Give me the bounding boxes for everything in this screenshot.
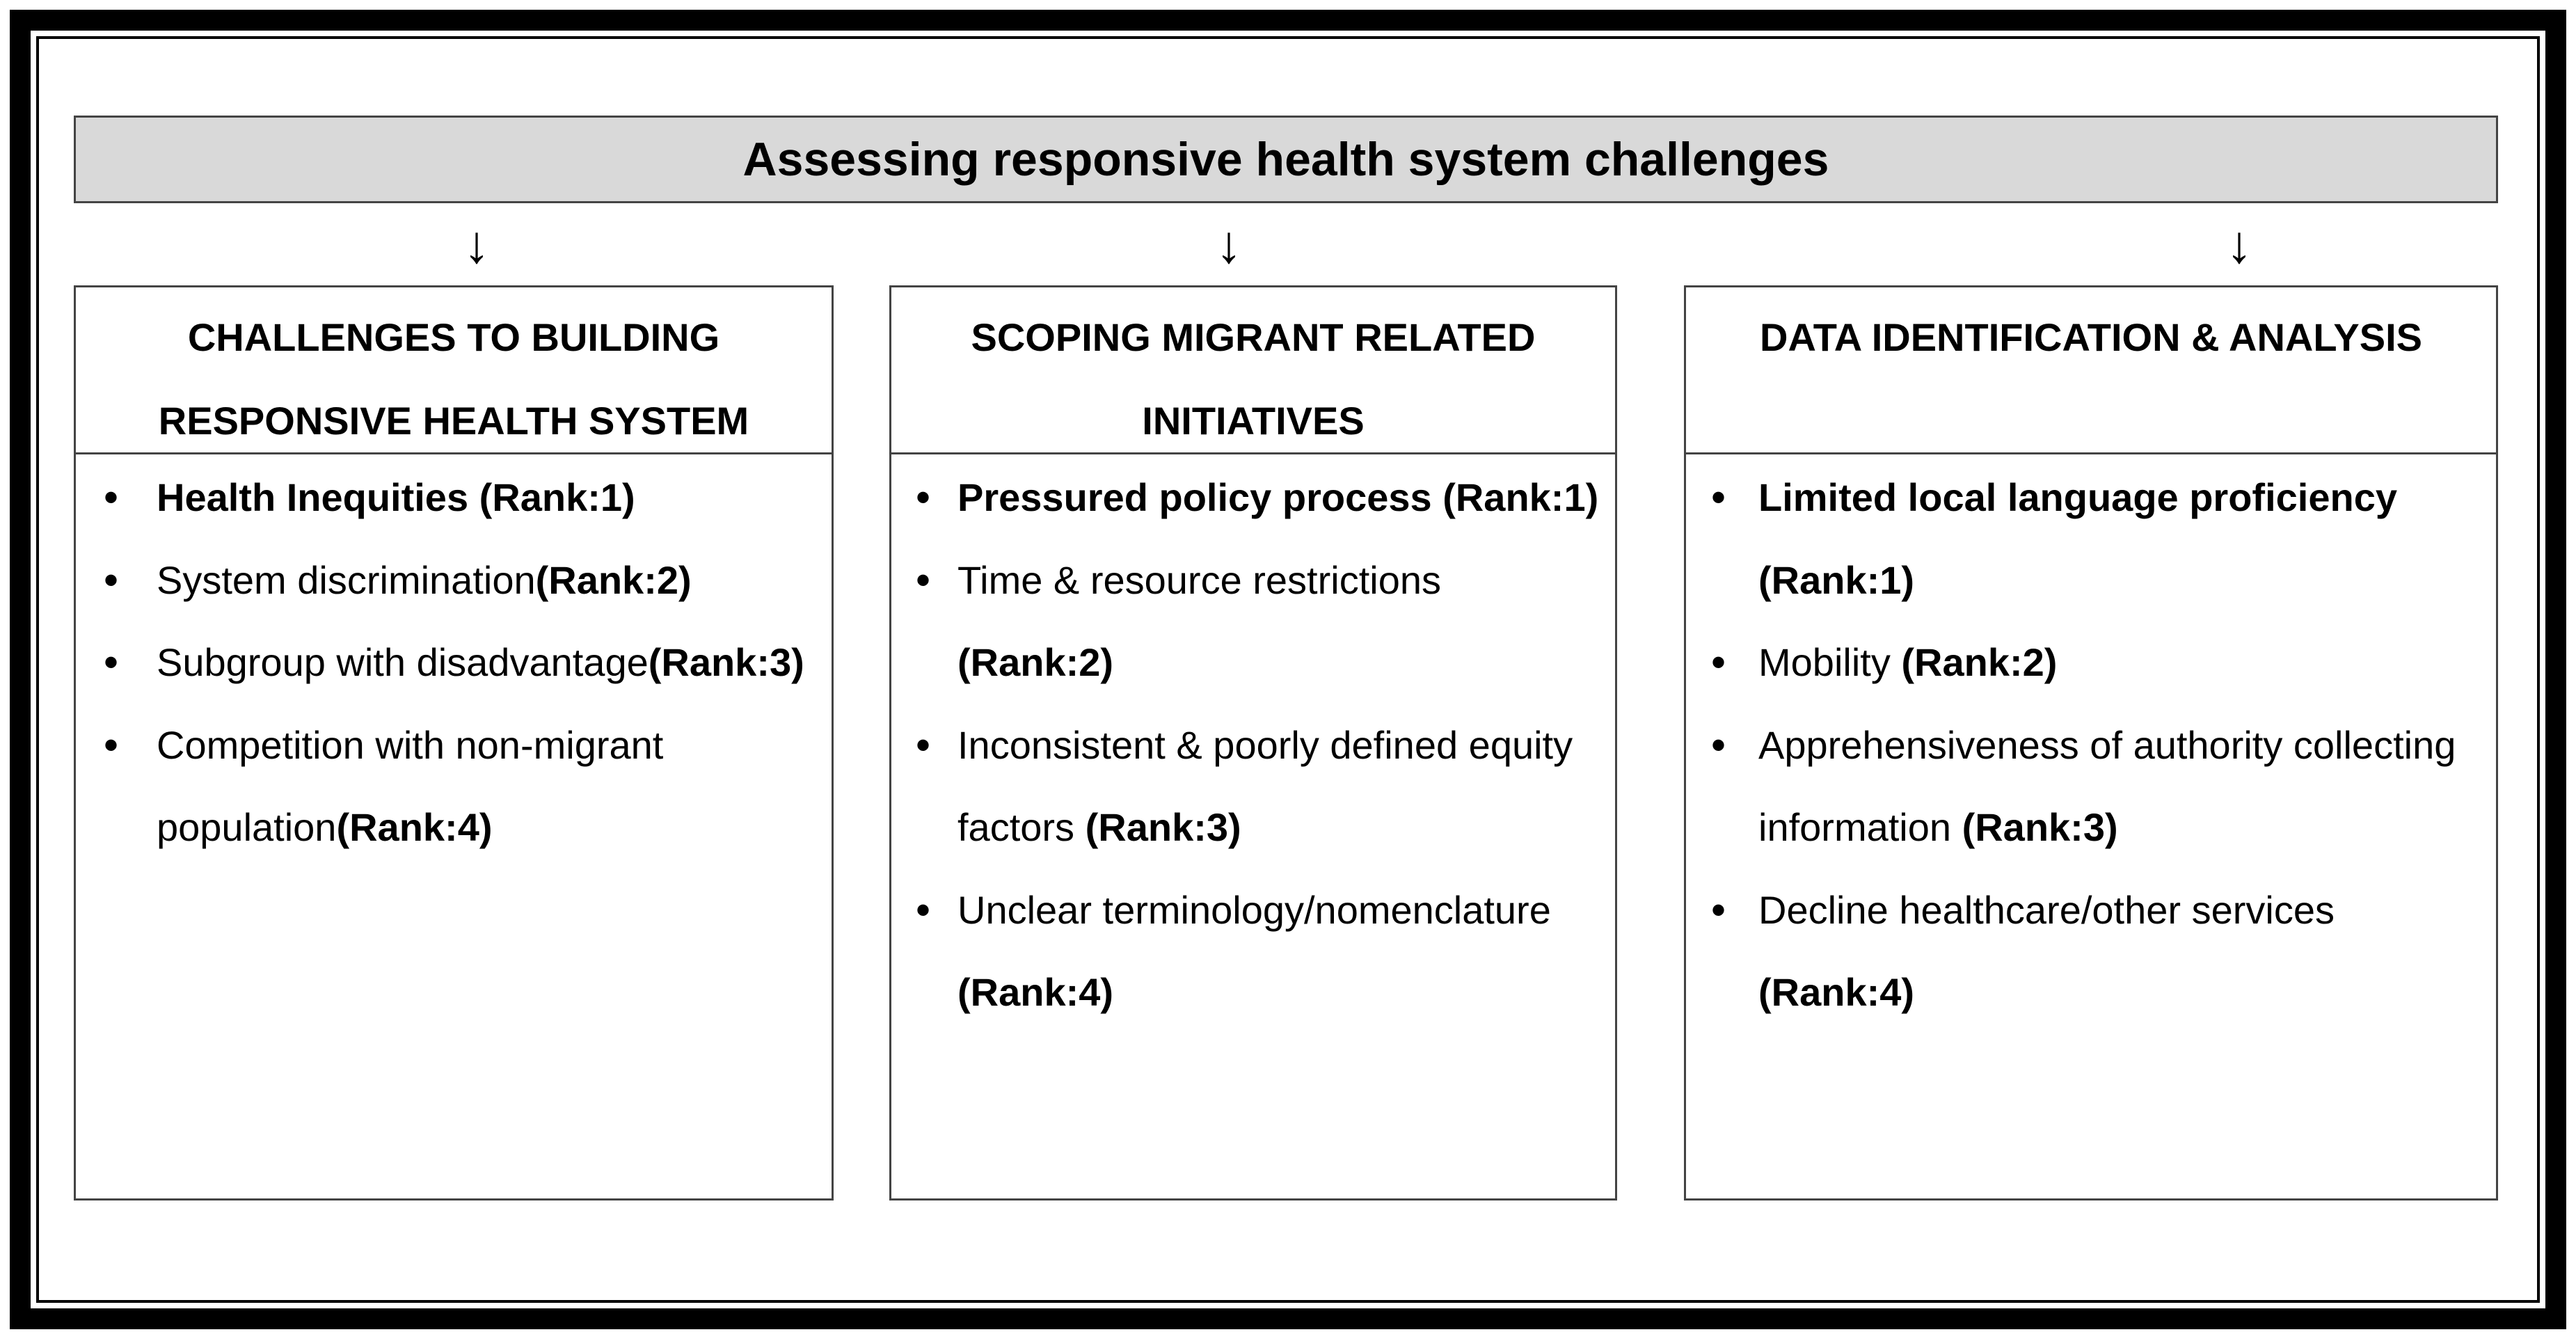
item-rank: (Rank:2): [957, 640, 1114, 684]
heading-line: RESPONSIVE HEALTH SYSTEM: [158, 399, 749, 443]
column-heading: [891, 287, 1615, 454]
challenge-list: [1686, 457, 2496, 1034]
diagram-title: Assessing responsive health system challenges: [74, 116, 2498, 203]
item-rank: (Rank:2): [535, 557, 692, 602]
list-item: [957, 539, 1601, 704]
heading-line: INITIATIVES: [1142, 399, 1365, 443]
item-rank: (Rank:4): [336, 805, 493, 849]
item-text: Inconsistent & poorly defined equity factors: [957, 722, 1573, 849]
item-rank: Pressured policy process (Rank:1): [957, 475, 1599, 519]
list-item: [157, 621, 825, 704]
list-item: [957, 869, 1601, 1034]
column-data-analysis: [1684, 285, 2498, 1201]
item-rank: (Rank:3): [1085, 805, 1241, 849]
list-item: [157, 457, 825, 539]
challenge-list: [76, 457, 832, 869]
item-rank: Health Inequities (Rank:1): [157, 475, 635, 519]
list-item: [1758, 621, 2482, 704]
item-rank: (Rank:3): [648, 640, 804, 684]
heading-line: DATA IDENTIFICATION & ANALYSIS: [1760, 315, 2422, 359]
down-arrow-icon: ↓: [463, 215, 490, 274]
list-item: [1758, 869, 2482, 1034]
heading-line: CHALLENGES TO BUILDING: [187, 315, 720, 359]
down-arrow-icon: ↓: [2226, 215, 2252, 274]
item-text: Unclear terminology/nomenclature: [957, 887, 1551, 932]
item-rank: (Rank:2): [1901, 640, 2058, 684]
column-scoping: [889, 285, 1617, 1201]
list-item: [957, 704, 1601, 869]
item-rank: (Rank:3): [1962, 805, 2118, 849]
item-text: Decline healthcare/other services: [1758, 887, 2335, 932]
list-item: [1758, 704, 2482, 869]
column-heading: [1686, 287, 2496, 454]
item-text: System discrimination: [157, 557, 536, 602]
list-item: [1758, 457, 2482, 621]
down-arrow-icon: ↓: [1216, 215, 1242, 274]
item-rank: (Rank:4): [957, 970, 1114, 1014]
item-text: Apprehensiveness of authority collecting information: [1758, 722, 2456, 849]
item-text: Subgroup with disadvantage: [157, 640, 649, 684]
item-text: Competition with non-migrant population: [157, 722, 664, 849]
column-challenges: [74, 285, 834, 1201]
list-item: [157, 704, 825, 869]
item-text: Mobility: [1758, 640, 1902, 684]
heading-line: SCOPING MIGRANT RELATED: [971, 315, 1536, 359]
item-rank: Limited local language proficiency (Rank:1): [1758, 475, 2397, 602]
item-rank: (Rank:4): [1758, 970, 1915, 1014]
list-item: [957, 457, 1601, 539]
list-item: [157, 539, 825, 622]
column-heading: [76, 287, 832, 454]
item-text: Time & resource restrictions: [957, 557, 1441, 602]
challenge-list: [891, 457, 1615, 1034]
